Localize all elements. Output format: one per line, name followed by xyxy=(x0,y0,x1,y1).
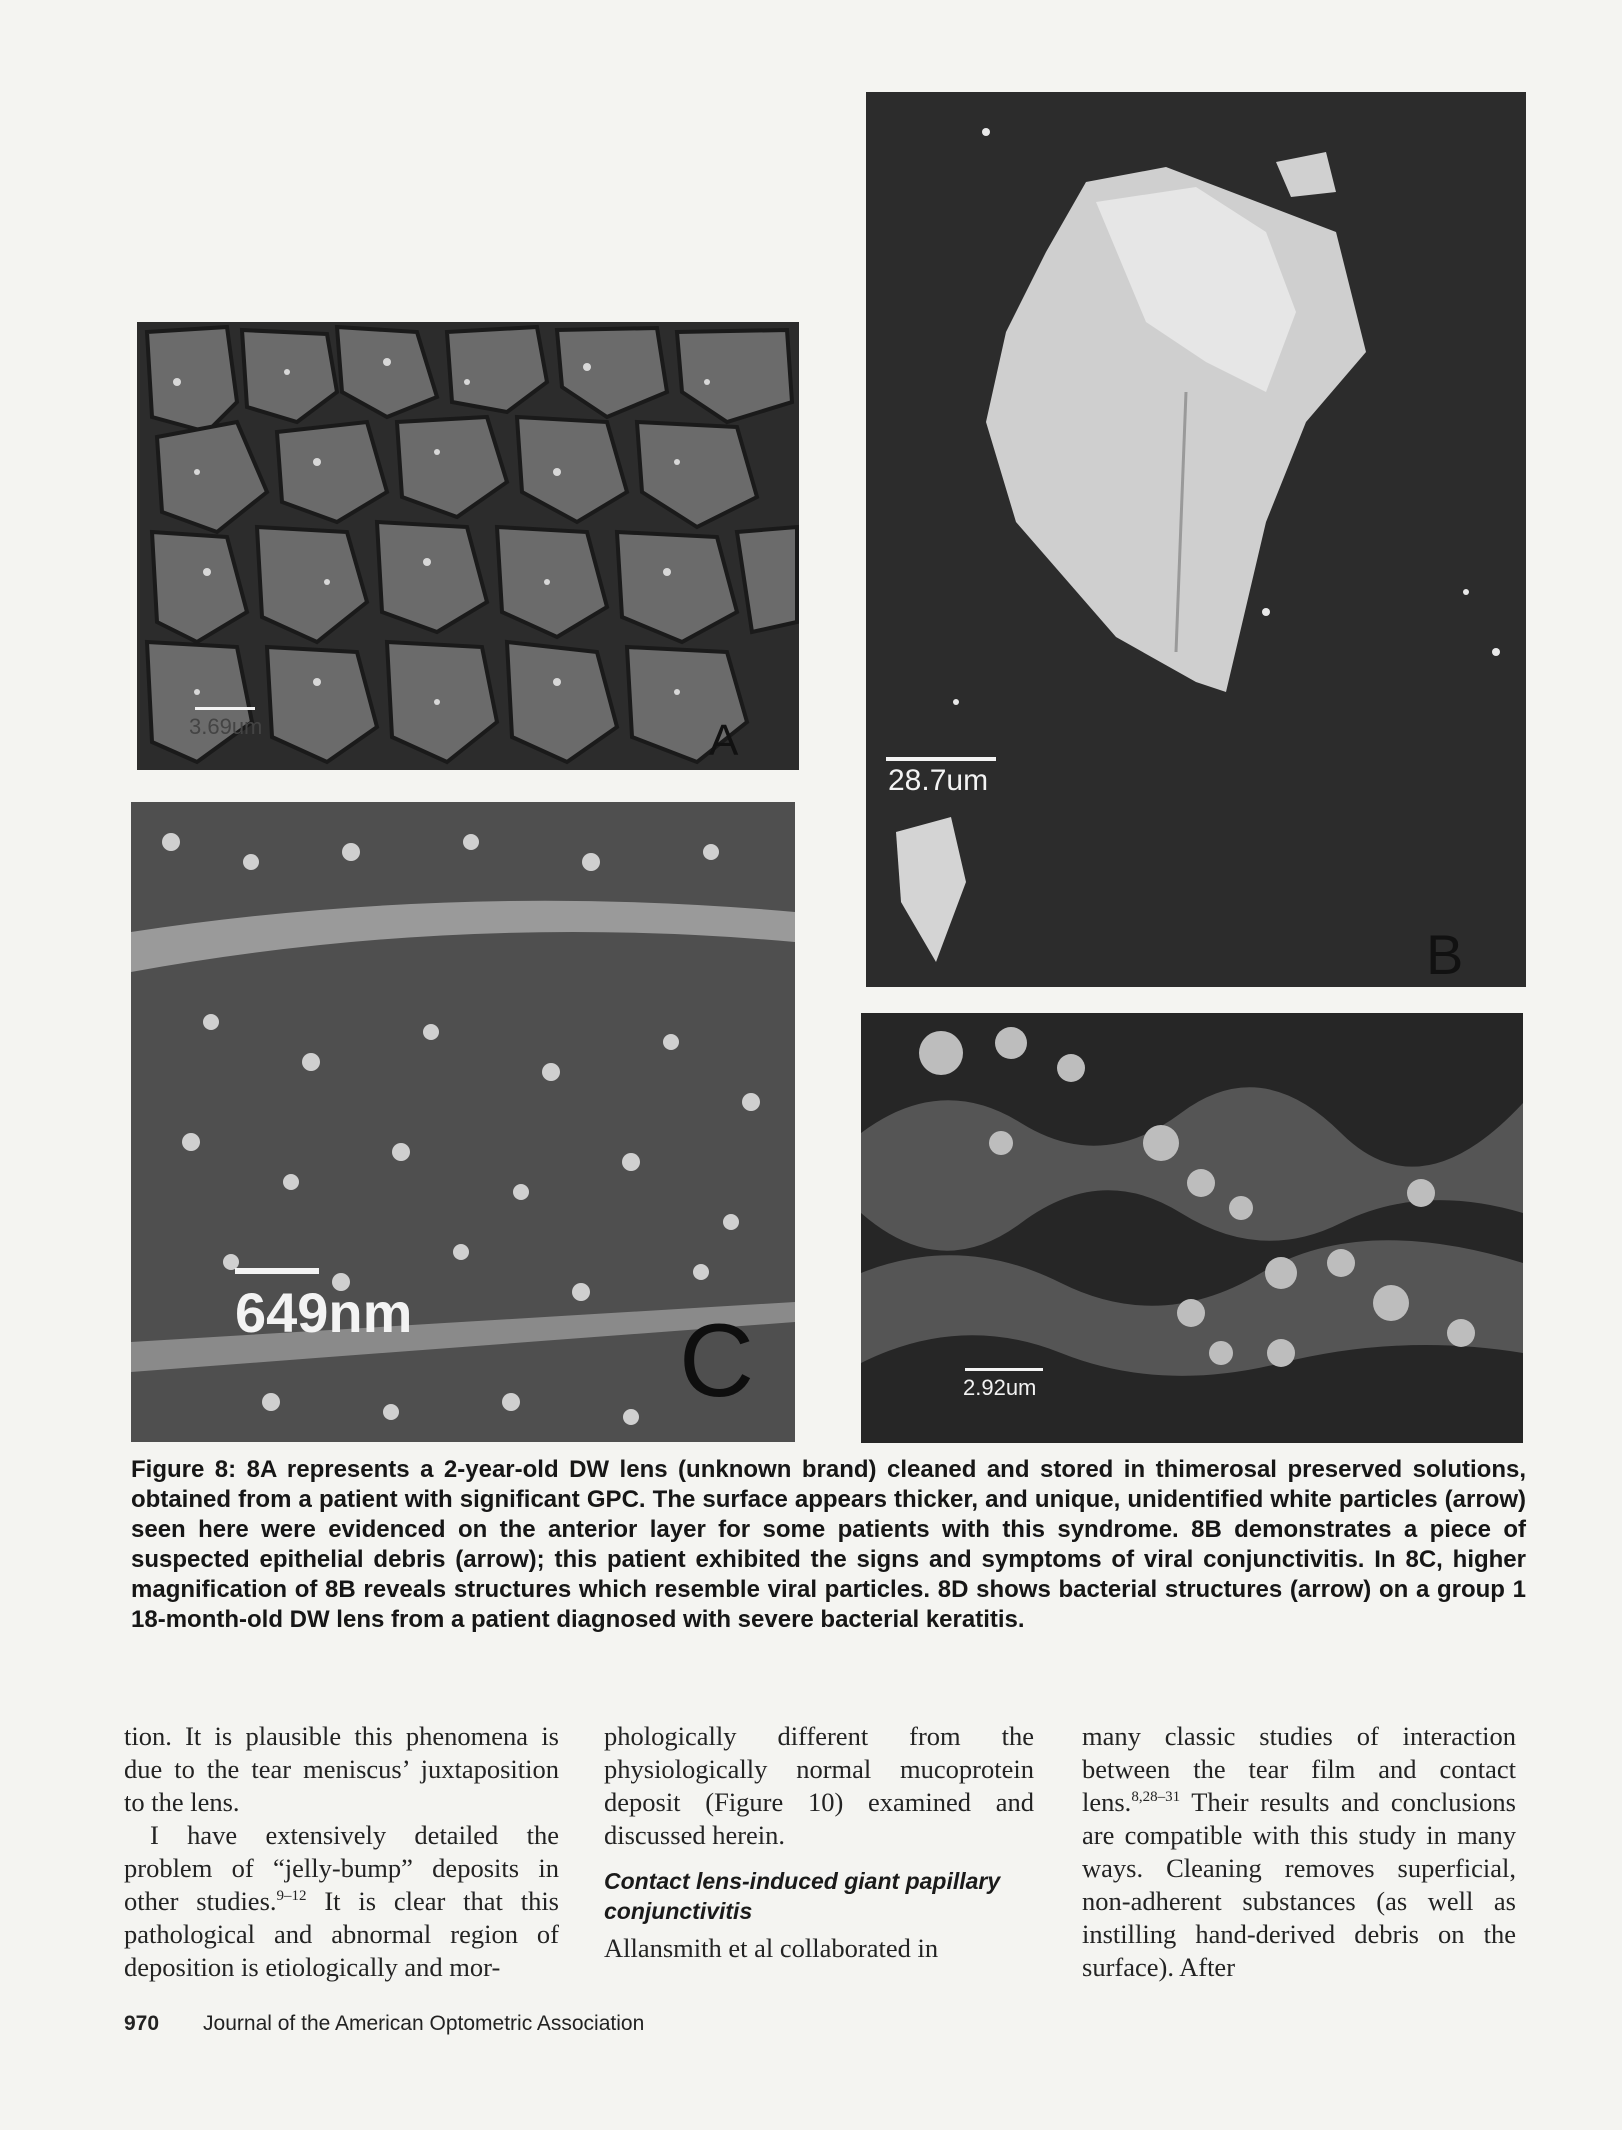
panel-a-scale-bar xyxy=(195,707,255,710)
col1-citation: 9–12 xyxy=(276,1888,307,1905)
col2-paragraph-2: Allansmith et al collaborated in xyxy=(604,1933,939,1963)
panel-a-micrograph xyxy=(137,322,799,770)
page-number: 970 xyxy=(124,2012,160,2035)
figure-panel-a xyxy=(137,322,799,770)
col1-paragraph-2-text-b: It is clear that this pathological and abnormal region of deposition is etiologically and mor- xyxy=(124,1886,559,1982)
figure-panel-b xyxy=(866,92,1526,987)
body-column-2 xyxy=(604,1720,1034,1965)
col3-paragraph-1-text-a: many classic studies of interaction between the tear film and contact lens. xyxy=(1082,1721,1516,1817)
panel-d-scale-label: 2.92um xyxy=(963,1375,1037,1400)
col3-paragraph-1 xyxy=(1082,1720,1516,1984)
panel-d-micrograph xyxy=(861,1013,1523,1443)
page-footer xyxy=(124,2012,644,2036)
col1-paragraph-2 xyxy=(124,1819,559,1984)
col1-paragraph-2-text-a: I have extensively detailed the problem of “jelly-bump” deposits in other studies. xyxy=(124,1820,559,1916)
panel-b-letter: B xyxy=(1426,923,1464,986)
panel-b-micrograph xyxy=(866,92,1526,987)
section-heading: Contact lens-induced giant papillary conjunctivitis xyxy=(604,1868,1001,1924)
journal-name: Journal of the American Optometric Association xyxy=(203,2012,645,2035)
col3-citation: 8,28–31 xyxy=(1131,1789,1181,1806)
panel-a-scale-label: 3.69um xyxy=(189,714,263,739)
body-column-3 xyxy=(1082,1720,1516,1984)
figure-panel-d xyxy=(861,1013,1523,1443)
col3-paragraph-1-text-b: Their results and conclusions are compatible with this study in many ways. Cleaning removes superficial, non-adherent substances (as well as instilling hand-derived debris on the surface). After xyxy=(1082,1787,1516,1982)
col2-paragraph-1: phologically different from the physiologically normal mucoprotein deposit (Figure 10) examined and discussed herein. xyxy=(604,1721,1034,1850)
panel-b-scale-label: 28.7um xyxy=(888,764,989,797)
panel-b-scale-bar xyxy=(886,757,996,761)
col1-paragraph-1: tion. It is plausible this phenomena is due to the tear meniscus’ juxtaposition to the lens. xyxy=(124,1721,559,1817)
body-column-1 xyxy=(124,1720,559,1984)
panel-c-scale-bar xyxy=(235,1268,319,1274)
panel-c-letter: C xyxy=(679,1303,755,1419)
figure-caption: Figure 8: 8A represents a 2-year-old DW lens (unknown brand) cleaned and stored in thimerosal preserved solutions, obtained from a patient with significant GPC. The surface appears thicker, and unique, unidentified white particles (arrow) seen here were evidenced on the anterior layer for some patients with this syndrome. 8B demonstrates a piece of suspected epithelial debris (arrow); this patient exhibited the signs and symptoms of viral conjunctivitis. In 8C, higher magnification of 8B reveals structures which resemble viral particles. 8D shows bacterial structures (arrow) on a group 1 18-month-old DW lens from a patient diagnosed with severe bacterial keratitis. xyxy=(131,1456,1526,1633)
panel-a-letter: A xyxy=(709,716,739,765)
panel-c-scale-label: 649nm xyxy=(235,1281,413,1344)
panel-d-scale-bar xyxy=(965,1368,1043,1371)
figure-panel-c xyxy=(131,802,795,1442)
